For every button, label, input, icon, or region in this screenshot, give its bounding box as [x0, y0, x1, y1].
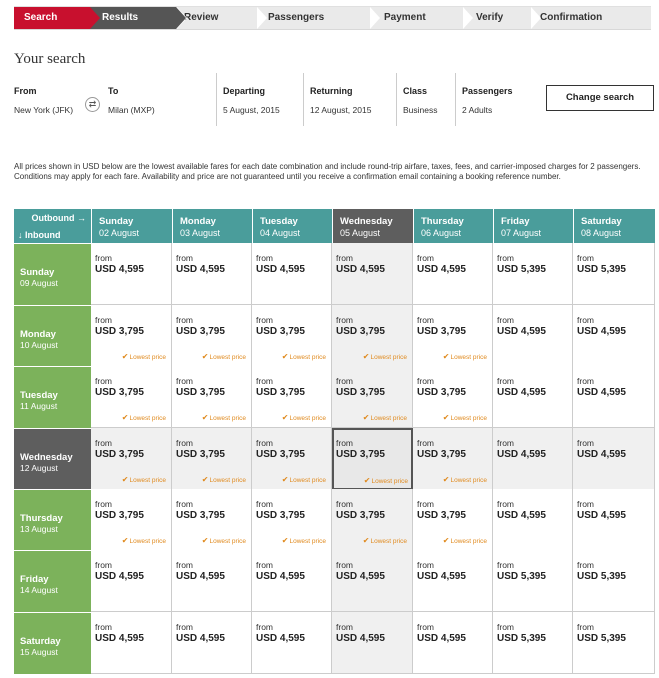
- checkmark-icon: ✔: [281, 536, 289, 545]
- fare-cell[interactable]: [91, 243, 172, 305]
- fare-price: USD 3,795: [256, 510, 305, 521]
- fare-price: USD 4,595: [417, 571, 466, 582]
- checkmark-icon: ✔: [281, 413, 289, 422]
- lowest-price-label: Lowest price: [289, 538, 326, 545]
- fare-cell[interactable]: [91, 305, 172, 367]
- outbound-day-date: 08 August: [581, 228, 622, 238]
- step-confirmation: [530, 7, 651, 29]
- fare-from-label: from: [176, 438, 193, 448]
- divider: [396, 73, 397, 126]
- fare-from-label: from: [417, 315, 434, 325]
- lowest-price-label: Lowest price: [209, 538, 246, 545]
- inbound-day-header: [14, 305, 91, 367]
- inbound-day-date: 12 August: [20, 463, 58, 473]
- fare-price: USD 3,795: [256, 449, 305, 460]
- lowest-price-badge: [282, 536, 326, 545]
- checkmark-icon: ✔: [442, 352, 450, 361]
- inbound-day-date: 13 August: [20, 524, 58, 534]
- step-label: Payment: [384, 12, 426, 23]
- fare-cell[interactable]: [91, 612, 172, 674]
- fare-price: USD 3,795: [95, 449, 144, 460]
- fare-cell[interactable]: [413, 428, 493, 490]
- fare-cell[interactable]: [172, 243, 252, 305]
- checkmark-icon: ✔: [121, 536, 129, 545]
- fare-from-label: from: [95, 253, 112, 263]
- fare-from-label: from: [497, 253, 514, 263]
- step-label: Review: [184, 12, 219, 23]
- fare-price: USD 4,595: [417, 264, 466, 275]
- departing-label: Departing: [223, 86, 266, 96]
- checkmark-icon: ✔: [121, 413, 129, 422]
- fare-price: USD 4,595: [256, 264, 305, 275]
- inbound-day-header: [14, 550, 91, 612]
- divider: [455, 73, 456, 126]
- step-label: Verify: [476, 12, 504, 23]
- lowest-price-badge: [282, 413, 326, 422]
- step-review: [176, 7, 256, 29]
- fare-cell[interactable]: [172, 305, 252, 367]
- checkmark-icon: ✔: [201, 475, 209, 484]
- fare-cell[interactable]: [573, 428, 655, 490]
- inbound-day-date: 11 August: [20, 401, 58, 411]
- fare-from-label: from: [577, 438, 594, 448]
- fare-price: USD 4,595: [577, 387, 626, 398]
- fare-from-label: from: [256, 560, 273, 570]
- fare-price: USD 3,795: [336, 326, 385, 337]
- step-passengers: [256, 7, 369, 29]
- fare-cell[interactable]: [252, 489, 332, 551]
- fare-from-label: from: [417, 560, 434, 570]
- fare-price: USD 3,795: [176, 387, 225, 398]
- lowest-price-label: Lowest price: [289, 477, 326, 484]
- fare-from-label: from: [256, 315, 273, 325]
- lowest-price-label: Lowest price: [450, 354, 487, 361]
- fare-price: USD 4,595: [336, 633, 385, 644]
- fare-from-label: from: [176, 499, 193, 509]
- fare-cell[interactable]: [91, 366, 172, 428]
- inbound-day-header: [14, 366, 91, 428]
- fare-from-label: from: [95, 376, 112, 386]
- fare-from-label: from: [176, 560, 193, 570]
- inbound-day-name: Monday: [20, 329, 56, 340]
- lowest-price-badge: [443, 475, 487, 484]
- lowest-price-badge: [443, 536, 487, 545]
- grid-corner-header: [14, 209, 91, 243]
- lowest-price-badge: [282, 352, 326, 361]
- fare-price: USD 4,595: [256, 571, 305, 582]
- fare-cell[interactable]: [413, 550, 493, 612]
- your-search-title: Your search: [14, 51, 86, 67]
- outbound-day-name: Thursday: [421, 216, 464, 227]
- fare-price: USD 3,795: [336, 387, 385, 398]
- returning-label: Returning: [310, 86, 353, 96]
- fare-from-label: from: [336, 376, 353, 386]
- fare-price: USD 5,395: [497, 264, 546, 275]
- outbound-day-header: [493, 209, 573, 243]
- fare-price: USD 4,595: [95, 633, 144, 644]
- fare-cell[interactable]: [413, 366, 493, 428]
- fare-price: USD 4,595: [497, 387, 546, 398]
- outbound-day-header: [172, 209, 252, 243]
- lowest-price-badge: [202, 536, 246, 545]
- lowest-price-label: Lowest price: [450, 415, 487, 422]
- checkmark-icon: ✔: [201, 536, 209, 545]
- fare-cell[interactable]: [493, 489, 573, 551]
- fare-cell[interactable]: [573, 489, 655, 551]
- step-label: Confirmation: [540, 12, 603, 23]
- step-label: Passengers: [268, 12, 325, 23]
- checkmark-icon: ✔: [442, 413, 450, 422]
- fare-price: USD 4,595: [336, 264, 385, 275]
- checkmark-icon: ✔: [363, 476, 371, 485]
- fare-price: USD 4,595: [497, 510, 546, 521]
- checkmark-icon: ✔: [121, 352, 129, 361]
- lowest-price-label: Lowest price: [370, 538, 407, 545]
- fare-from-label: from: [256, 438, 273, 448]
- fare-from-label: from: [336, 560, 353, 570]
- inbound-day-name: Tuesday: [20, 390, 58, 401]
- outbound-day-name: Friday: [501, 216, 530, 227]
- fare-from-label: from: [336, 499, 353, 509]
- lowest-price-badge: [443, 413, 487, 422]
- fare-from-label: from: [497, 315, 514, 325]
- outbound-day-date: 03 August: [180, 228, 221, 238]
- outbound-day-date: 05 August: [340, 228, 381, 238]
- fare-price: USD 5,395: [577, 571, 626, 582]
- fare-cell[interactable]: [573, 305, 655, 367]
- fare-from-label: from: [577, 376, 594, 386]
- checkmark-icon: ✔: [121, 475, 129, 484]
- fare-from-label: from: [577, 253, 594, 263]
- fare-price: USD 4,595: [417, 633, 466, 644]
- fare-cell[interactable]: [573, 612, 655, 674]
- lowest-price-label: Lowest price: [289, 354, 326, 361]
- fare-price: USD 4,595: [497, 326, 546, 337]
- fare-cell[interactable]: [493, 366, 573, 428]
- checkmark-icon: ✔: [201, 352, 209, 361]
- passengers-value: 2 Adults: [462, 105, 493, 115]
- fare-price: USD 3,795: [417, 510, 466, 521]
- lowest-price-label: Lowest price: [450, 538, 487, 545]
- fare-price: USD 5,395: [577, 633, 626, 644]
- fare-price: USD 3,795: [256, 326, 305, 337]
- from-value: New York (JFK): [14, 105, 74, 115]
- fare-price: USD 4,595: [577, 510, 626, 521]
- outbound-day-header: [91, 209, 172, 243]
- fare-from-label: from: [256, 622, 273, 632]
- fare-cell[interactable]: [493, 428, 573, 490]
- divider: [303, 73, 304, 126]
- fare-price: USD 4,595: [176, 633, 225, 644]
- change-search-button[interactable]: Change search: [546, 85, 654, 111]
- fare-cell[interactable]: [332, 612, 413, 674]
- fare-price: USD 4,595: [176, 571, 225, 582]
- lowest-price-label: Lowest price: [209, 415, 246, 422]
- outbound-day-header: [573, 209, 655, 243]
- to-value: Milan (MXP): [108, 105, 155, 115]
- fare-price: USD 4,595: [176, 264, 225, 275]
- class-value: Business: [403, 105, 438, 115]
- fare-cell[interactable]: [493, 612, 573, 674]
- outbound-day-date: 04 August: [260, 228, 301, 238]
- fare-from-label: from: [95, 438, 112, 448]
- fare-price: USD 5,395: [577, 264, 626, 275]
- fare-price: USD 3,795: [95, 326, 144, 337]
- fare-price: USD 3,795: [176, 510, 225, 521]
- inbound-day-date: 15 August: [20, 647, 58, 657]
- fare-cell[interactable]: [413, 489, 493, 551]
- fare-price: USD 3,795: [256, 387, 305, 398]
- inbound-day-name: Thursday: [20, 513, 63, 524]
- fare-price: USD 3,795: [176, 326, 225, 337]
- fare-from-label: from: [95, 315, 112, 325]
- outbound-day-header: [413, 209, 493, 243]
- step-label: Search: [24, 12, 58, 23]
- outbound-day-header: [332, 209, 413, 243]
- lowest-price-label: Lowest price: [129, 354, 166, 361]
- checkmark-icon: ✔: [281, 475, 289, 484]
- fare-price: USD 4,595: [256, 633, 305, 644]
- fare-price: USD 3,795: [336, 510, 385, 521]
- checkmark-icon: ✔: [201, 413, 209, 422]
- inbound-day-name: Wednesday: [20, 452, 73, 463]
- inbound-day-name: Saturday: [20, 636, 61, 647]
- fare-cell[interactable]: [332, 550, 413, 612]
- lowest-price-badge: [363, 352, 407, 361]
- outbound-day-date: 02 August: [99, 228, 140, 238]
- fare-price: USD 4,595: [95, 264, 144, 275]
- lowest-price-label: Lowest price: [370, 354, 407, 361]
- fare-from-label: from: [417, 253, 434, 263]
- lowest-price-badge: [282, 475, 326, 484]
- fare-from-label: from: [256, 376, 273, 386]
- checkmark-icon: ✔: [281, 352, 289, 361]
- fare-price: USD 3,795: [95, 387, 144, 398]
- outbound-day-name: Wednesday: [340, 216, 393, 227]
- from-label: From: [14, 86, 37, 96]
- fare-cell[interactable]: [91, 550, 172, 612]
- fare-from-label: from: [577, 315, 594, 325]
- lowest-price-label: Lowest price: [209, 477, 246, 484]
- fare-price: USD 3,795: [95, 510, 144, 521]
- lowest-price-badge: [364, 476, 408, 485]
- passengers-label: Passengers: [462, 86, 513, 96]
- fare-cell[interactable]: [172, 550, 252, 612]
- fare-cell[interactable]: [573, 243, 655, 305]
- fare-from-label: from: [95, 560, 112, 570]
- fare-cell[interactable]: [172, 612, 252, 674]
- lowest-price-badge: [202, 475, 246, 484]
- fare-price: USD 3,795: [176, 449, 225, 460]
- fare-from-label: from: [417, 438, 434, 448]
- fare-cell[interactable]: [252, 243, 332, 305]
- fare-cell[interactable]: [413, 243, 493, 305]
- lowest-price-label: Lowest price: [129, 538, 166, 545]
- fare-cell[interactable]: [252, 550, 332, 612]
- fare-cell[interactable]: [413, 612, 493, 674]
- lowest-price-badge: [122, 475, 166, 484]
- fare-from-label: from: [336, 315, 353, 325]
- lowest-price-badge: [202, 413, 246, 422]
- lowest-price-label: Lowest price: [289, 415, 326, 422]
- outbound-day-date: 07 August: [501, 228, 542, 238]
- fare-from-label: from: [176, 315, 193, 325]
- fare-cell[interactable]: [252, 428, 332, 490]
- fare-from-label: from: [577, 499, 594, 509]
- fare-cell[interactable]: [252, 366, 332, 428]
- fare-from-label: from: [336, 622, 353, 632]
- progress-steps: [14, 6, 651, 30]
- fare-from-label: from: [417, 376, 434, 386]
- outbound-label: Outbound →: [31, 213, 86, 223]
- fare-from-label: from: [336, 438, 353, 448]
- fare-cell[interactable]: [573, 550, 655, 612]
- inbound-day-name: Friday: [20, 574, 49, 585]
- fare-price: USD 4,595: [497, 449, 546, 460]
- fare-from-label: from: [497, 376, 514, 386]
- fare-cell[interactable]: [91, 489, 172, 551]
- lowest-price-label: Lowest price: [450, 477, 487, 484]
- fare-from-label: from: [497, 499, 514, 509]
- fare-cell[interactable]: [91, 428, 172, 490]
- fare-from-label: from: [336, 253, 353, 263]
- returning-value: 12 August, 2015: [310, 105, 372, 115]
- fare-from-label: from: [577, 560, 594, 570]
- lowest-price-label: Lowest price: [209, 354, 246, 361]
- fare-cell[interactable]: [413, 305, 493, 367]
- outbound-day-header: [252, 209, 332, 243]
- fare-cell[interactable]: [493, 550, 573, 612]
- inbound-day-header: [14, 243, 91, 305]
- lowest-price-badge: [363, 413, 407, 422]
- fare-cell[interactable]: [573, 366, 655, 428]
- outbound-day-name: Sunday: [99, 216, 134, 227]
- fare-from-label: from: [497, 560, 514, 570]
- divider: [216, 73, 217, 126]
- inbound-day-date: 14 August: [20, 585, 58, 595]
- fare-price: USD 3,795: [417, 387, 466, 398]
- fare-cell[interactable]: [493, 305, 573, 367]
- inbound-day-date: 09 August: [20, 278, 58, 288]
- fare-from-label: from: [176, 253, 193, 263]
- inbound-label: ↓ Inbound: [18, 230, 61, 240]
- to-label: To: [108, 86, 119, 96]
- lowest-price-label: Lowest price: [129, 415, 166, 422]
- swap-icon[interactable]: ⇄: [85, 97, 100, 112]
- lowest-price-badge: [363, 536, 407, 545]
- checkmark-icon: ✔: [362, 413, 370, 422]
- lowest-price-badge: [202, 352, 246, 361]
- fare-cell[interactable]: [252, 305, 332, 367]
- departing-value: 5 August, 2015: [223, 105, 280, 115]
- price-disclaimer: All prices shown in USD below are the lowest available fares for each date combination and include round-trip airfare, taxes, fees, and carrier-imposed charges for 2 passengers. Conditions may apply for each fare. Availability and price are not guaranteed until you receive a confirmation email containing a booking reference number.: [14, 162, 641, 181]
- lowest-price-label: Lowest price: [129, 477, 166, 484]
- fare-from-label: from: [417, 622, 434, 632]
- fare-from-label: from: [497, 438, 514, 448]
- outbound-day-name: Tuesday: [260, 216, 298, 227]
- fare-cell[interactable]: [493, 243, 573, 305]
- fare-price: USD 4,595: [336, 571, 385, 582]
- step-label: Results: [102, 12, 139, 23]
- search-summary: [14, 73, 655, 126]
- fare-price: USD 4,595: [95, 571, 144, 582]
- checkmark-icon: ✔: [442, 475, 450, 484]
- fare-from-label: from: [176, 376, 193, 386]
- outbound-day-date: 06 August: [421, 228, 462, 238]
- step-results[interactable]: [90, 7, 176, 29]
- fare-cell[interactable]: [332, 243, 413, 305]
- fare-cell[interactable]: [172, 489, 252, 551]
- lowest-price-badge: [122, 352, 166, 361]
- checkmark-icon: ✔: [362, 352, 370, 361]
- fare-cell[interactable]: [172, 428, 252, 490]
- step-payment: [369, 7, 462, 29]
- inbound-day-header: [14, 489, 91, 551]
- fare-from-label: from: [256, 499, 273, 509]
- step-search[interactable]: [14, 7, 90, 29]
- fare-cell[interactable]: [332, 489, 413, 551]
- fare-price: USD 5,395: [497, 633, 546, 644]
- outbound-day-name: Saturday: [581, 216, 622, 227]
- fare-price: USD 3,795: [417, 326, 466, 337]
- checkmark-icon: ✔: [362, 536, 370, 545]
- inbound-day-header: [14, 612, 91, 674]
- lowest-price-label: Lowest price: [371, 478, 408, 485]
- fare-from-label: from: [95, 622, 112, 632]
- fare-price: USD 3,795: [417, 449, 466, 460]
- inbound-day-date: 10 August: [20, 340, 58, 350]
- fare-cell-selected[interactable]: [332, 428, 413, 490]
- fare-from-label: from: [256, 253, 273, 263]
- fare-from-label: from: [417, 499, 434, 509]
- lowest-price-label: Lowest price: [370, 415, 407, 422]
- fare-cell[interactable]: [172, 366, 252, 428]
- fare-cell[interactable]: [252, 612, 332, 674]
- inbound-day-header: [14, 428, 91, 490]
- lowest-price-badge: [122, 413, 166, 422]
- fare-from-label: from: [577, 622, 594, 632]
- fare-price: USD 4,595: [577, 326, 626, 337]
- fare-cell[interactable]: [332, 305, 413, 367]
- lowest-price-badge: [443, 352, 487, 361]
- inbound-day-name: Sunday: [20, 267, 55, 278]
- fare-price: USD 5,395: [497, 571, 546, 582]
- fare-cell[interactable]: [332, 366, 413, 428]
- fare-price: USD 3,795: [336, 449, 385, 460]
- checkmark-icon: ✔: [442, 536, 450, 545]
- lowest-price-badge: [122, 536, 166, 545]
- class-label: Class: [403, 86, 428, 96]
- outbound-day-name: Monday: [180, 216, 216, 227]
- fare-price: USD 4,595: [577, 449, 626, 460]
- fare-from-label: from: [176, 622, 193, 632]
- fare-from-label: from: [95, 499, 112, 509]
- fare-from-label: from: [497, 622, 514, 632]
